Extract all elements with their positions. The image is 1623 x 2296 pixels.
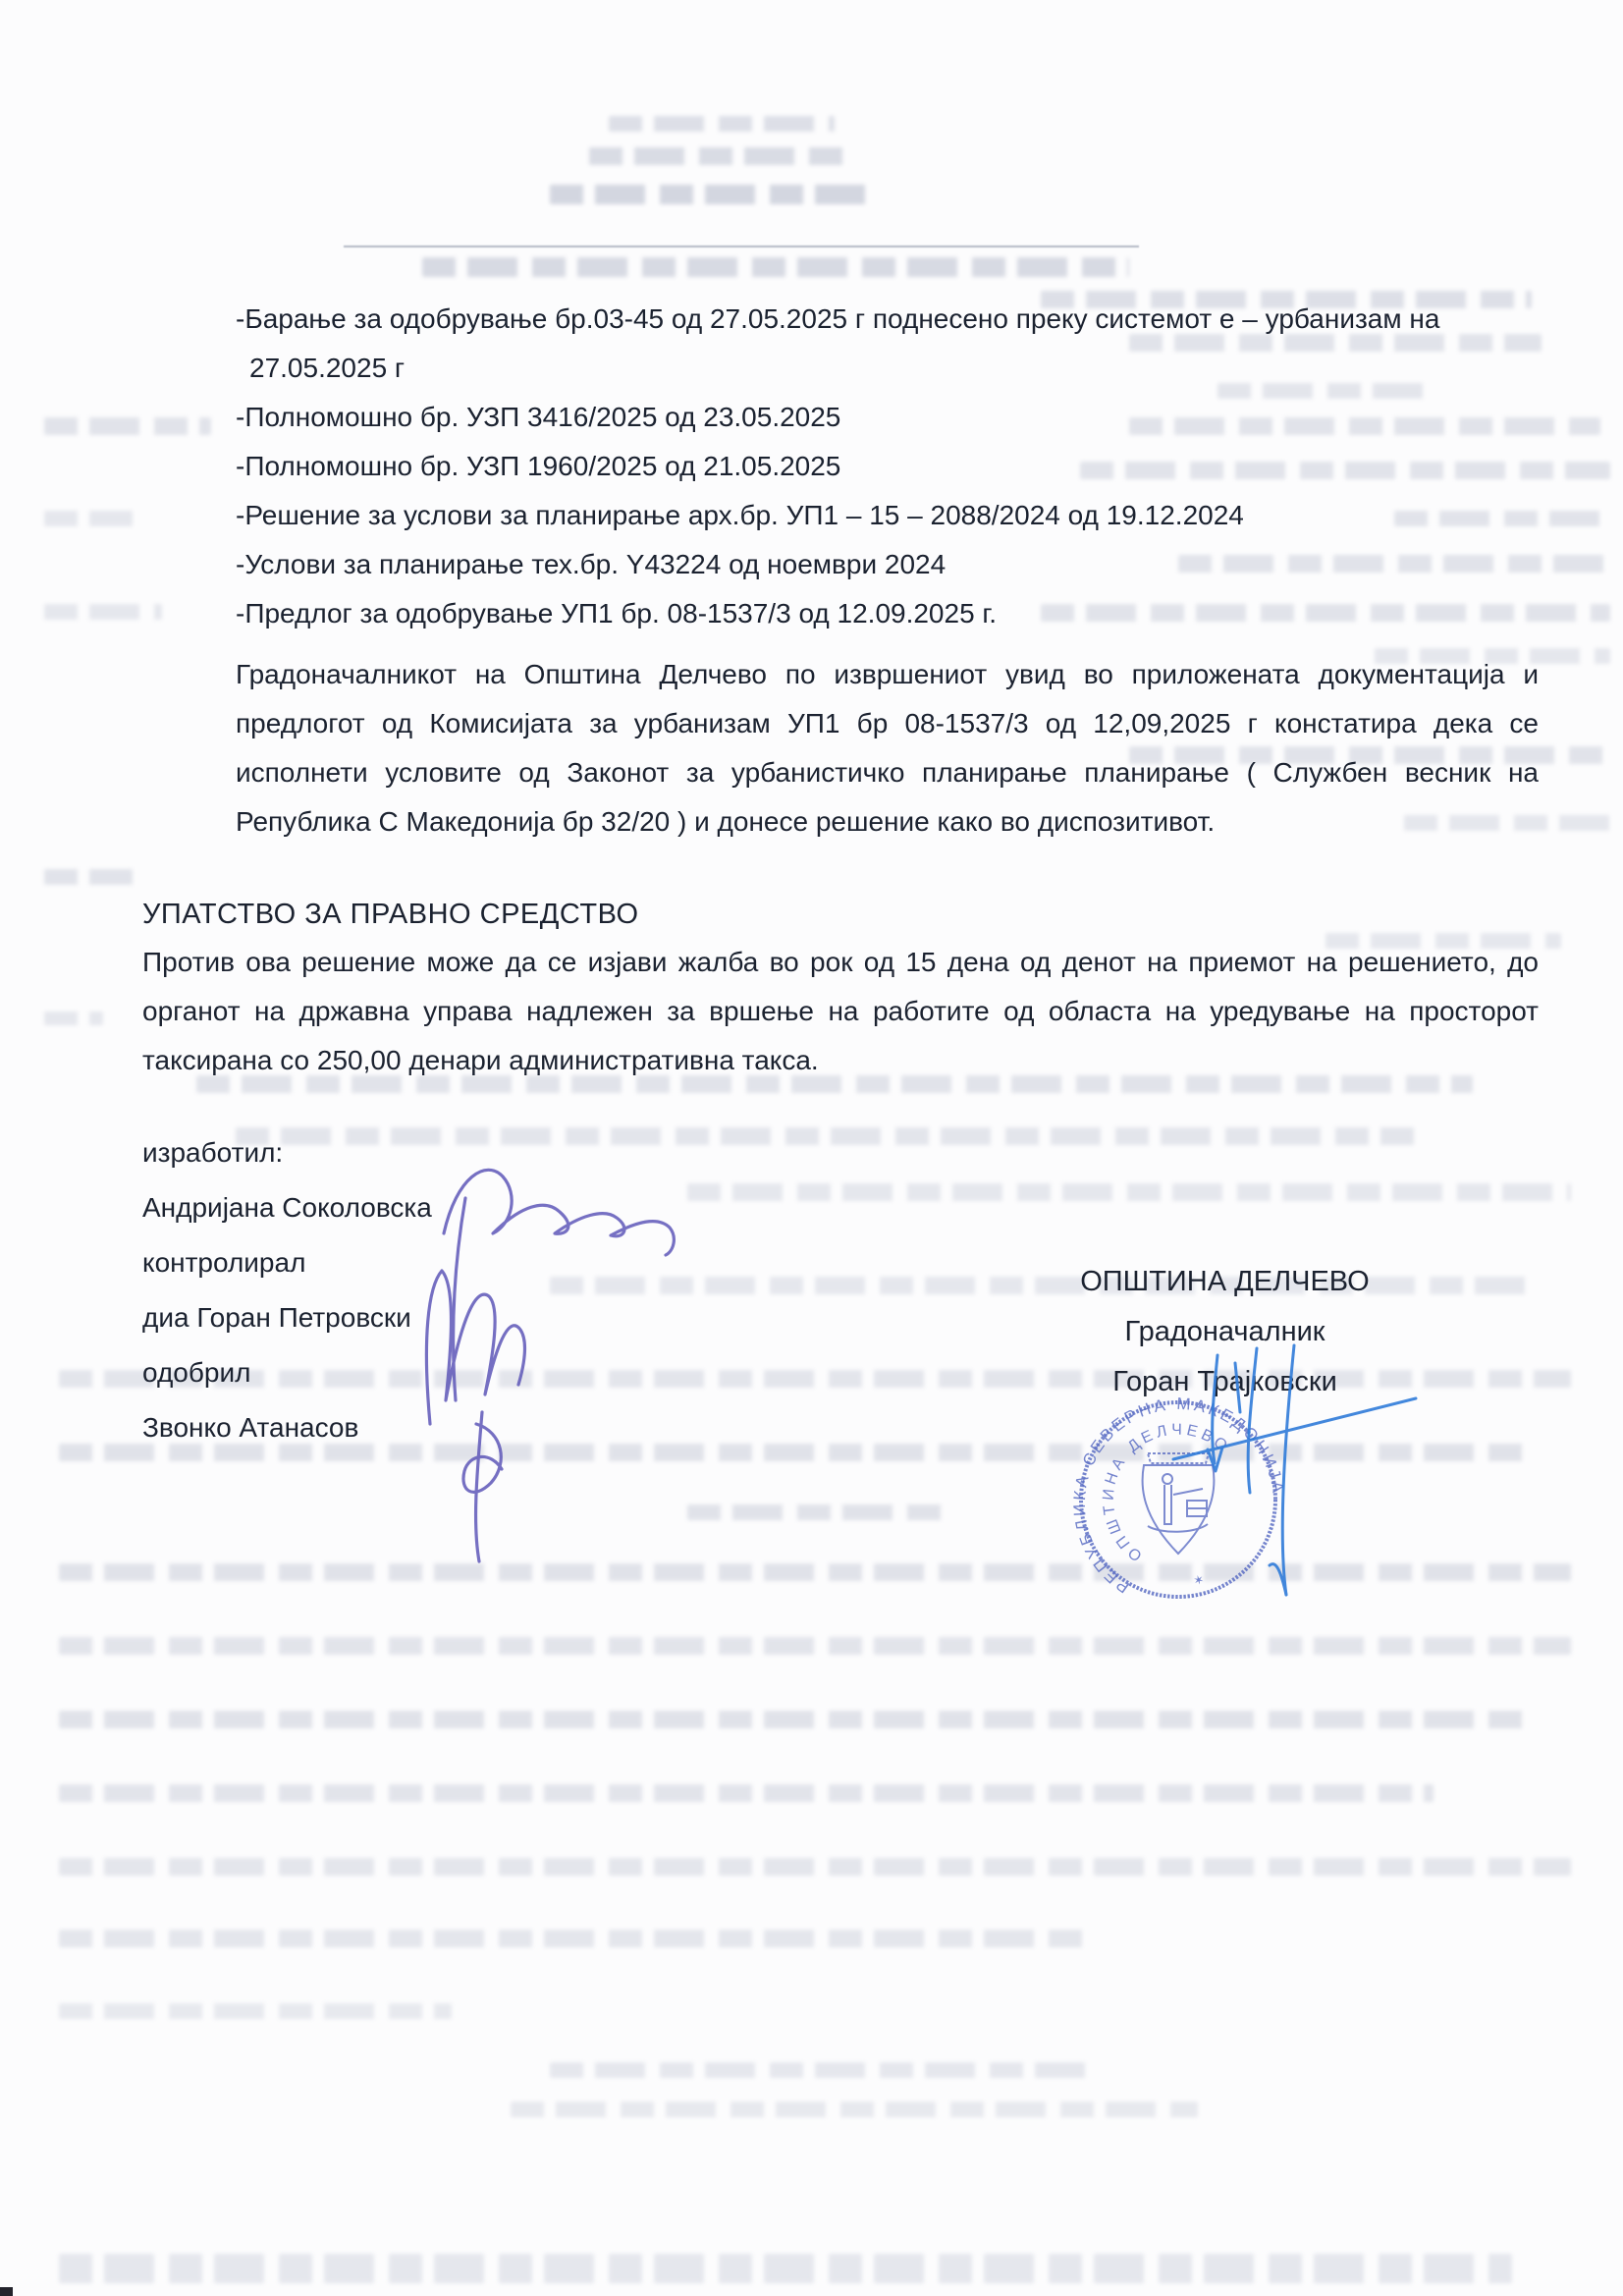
bleed-through-line [687,1504,943,1520]
bleed-through-line [44,511,133,526]
decision-paragraph: Градоначалникот на Општина Делчево по извршениот увид во приложената документација и предлогот од Комисијата за урбанизам УП1 бр 08-1537/3 од 12,09,2025 г констатира дека се исполнети условите од Законот за урбанистичко планирање планирање ( Службен весник на Република С Македонија бр 32/20 ) и донесе решение како во диспозитивот. [236,659,1539,837]
stamp-separator-star: ✶ [1191,1571,1206,1589]
legal-remedy-heading: УПАТСТВО ЗА ПРАВНО СРЕДСТВО [142,899,639,930]
scan-corner-artifact [0,2287,13,2296]
list-item: -Услови за планирање тех.бр. Y43224 од ноември 2024 [236,549,947,579]
controlled-by-label: контролирал [142,1247,306,1278]
signature-atanasov [463,1424,502,1492]
bleed-through-line [550,2062,1100,2078]
bleed-through-line [589,147,844,165]
bleed-through-line [59,1858,1571,1876]
prepared-by-name: Андријана Соколовска [142,1192,432,1223]
bleed-through-line [59,1711,1532,1728]
signature-petrovski [426,1271,524,1424]
legal-remedy-paragraph: Против ова решение може да се изјави жалба во рок од 15 дена од денот на приемот на решението, до органот на државна управа надлежен за вршење на работите од областа на уредување на просторот таксирана со 250,00 денари административна такса. [142,947,1539,1075]
list-item: -Предлог за одобрување УП1 бр. 08-1537/3 од 12.09.2025 г. [236,598,998,629]
municipality-name: ОПШТИНА ДЕЛЧЕВО [1080,1266,1370,1297]
svg-text:РЕПУБЛИКА СЕВЕРНА МАКЕДОНИЈА: РЕПУБЛИКА СЕВЕРНА МАКЕДОНИЈА [1069,1394,1288,1597]
list-item: -Барање за одобрување бр.03-45 од 27.05.2025 г поднесено преку системот е – урбанизам на 27.05.2025 г [236,303,1440,383]
bleed-through-line [609,116,835,132]
bleed-through-rule [344,246,1139,247]
mayor-name: Горан Трајковски [1112,1366,1337,1397]
attached-documents-list [236,295,1542,638]
bleed-through-line [511,2102,1198,2117]
mayor-pen-signature [1119,1334,1434,1638]
controlled-by-name: диа Горан Петровски [142,1302,411,1333]
bleed-through-line [550,185,874,204]
bleed-through-line [44,604,162,620]
handwritten-signatures [383,1137,717,1569]
approved-by-label: одобрил [142,1357,251,1388]
bleed-through-line [59,2003,452,2019]
prepared-by-label: изработил: [142,1137,284,1168]
mayor-title: Градоначалник [1124,1316,1325,1347]
bleed-through-line [59,1930,1090,1947]
list-item: -Решение за услови за планирање арх.бр. УП1 – 15 – 2088/2024 од 19.12.2024 [236,500,1244,530]
bleed-through-line [687,1183,1571,1201]
list-item: -Полномошно бр. УЗП 3416/2025 од 23.05.2025 [236,402,841,432]
svg-text:ОПШТИНА ДЕЛЧЕВО: ОПШТИНА ДЕЛЧЕВО [1100,1421,1233,1564]
bleed-through-line [59,1784,1434,1802]
approved-by-name: Звонко Атанасов [142,1412,359,1443]
bleed-through-line [44,869,133,885]
bleed-through-line [59,2254,1512,2283]
bleed-through-line [44,417,211,435]
list-item: -Полномошно бр. УЗП 1960/2025 од 21.05.2025 [236,451,841,481]
bleed-through-line [44,1011,103,1025]
signature-sokolovska [444,1170,674,1255]
bleed-through-line [59,1637,1571,1655]
bleed-through-line [422,257,1129,277]
